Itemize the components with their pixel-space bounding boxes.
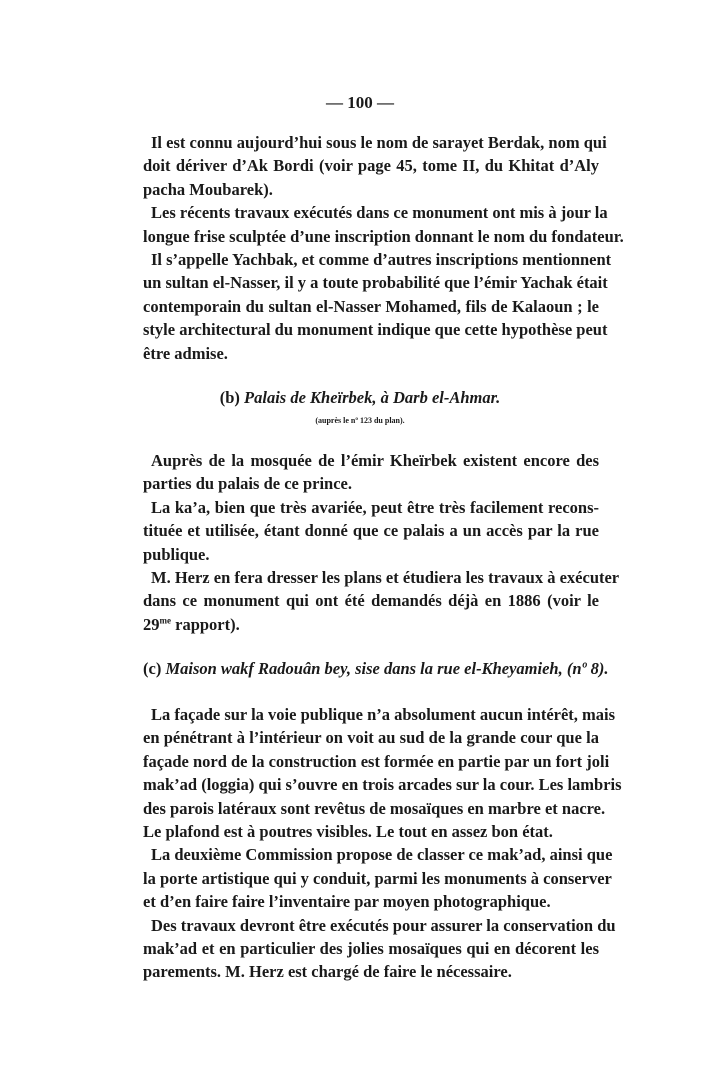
text-line: Il s’appelle Yachbak, et comme d’autres inscriptions mentionnent (151, 250, 612, 269)
text-line: longue frise sculptée d’une inscription donnant le nom du fondateur. (143, 226, 624, 246)
text-line: doit dériver d’Ak Bordi (voir page 45, tome II, du Khitat d’Aly (143, 156, 599, 176)
text-line: contemporain du sultan el-Nasser Mohamed, fils de Kalaoun ; le (143, 296, 599, 316)
text-line: dans ce monument qui ont été demandés déjà en 1886 (voir le (143, 591, 599, 611)
text-line: parties du palais de ce prince. (143, 474, 352, 494)
section-b-heading (0, 388, 720, 408)
section-c-label: (c) (143, 659, 162, 678)
section-b-subtitle: (auprès le nº 123 du plan). (315, 416, 405, 425)
text-line: Auprès de la mosquée de l’émir Kheïrbek existent encore des (151, 451, 599, 470)
text-line: La deuxième Commission propose de classer ce mak’ad, ainsi que (151, 845, 613, 865)
text-line: tituée et utilisée, étant donné que ce palais a un accès par la rue (143, 521, 599, 541)
text-line: La façade sur la voie publique n’a absolument aucun intérêt, mais (151, 705, 616, 724)
section-c-title: Maison wakf Radouân bey, sise dans la rue el-Kheyamieh, (165, 659, 563, 678)
text-line: Des travaux devront être exécutés pour assurer la conservation du (151, 915, 616, 935)
text-fragment: rapport). (171, 615, 240, 634)
text-line: être admise. (143, 343, 228, 363)
section-c-heading (143, 659, 608, 679)
text-line: façade nord de la construction est formée en partie par un fort joli (143, 751, 610, 771)
text-line: Le plafond est à poutres visibles. Le tout en assez bon état. (143, 822, 553, 841)
text-line: La ka’a, bien que très avariée, peut être très facilement recons- (151, 497, 599, 517)
section-b-label: (b) (219, 388, 240, 407)
text-line: M. Herz en fera dresser les plans et étudiera les travaux à exécuter (151, 568, 620, 587)
text-line: Les récents travaux exécutés dans ce monument ont mis à jour la (151, 203, 608, 223)
text-line: un sultan el-Nasser, il y a toute probabilité que l’émir Yachak était (143, 273, 608, 293)
section-c-ref: (nº 8). (566, 659, 609, 678)
text-line: des parois latéraux sont revêtus de mosaïques en marbre et nacre. (143, 798, 606, 818)
text-line: style architectural du monument indique que cette hypothèse peut (143, 320, 608, 340)
text-line: mak’ad (loggia) qui s’ouvre en trois arcades sur la cour. Les lambris (143, 775, 622, 795)
superscript: me (159, 615, 171, 626)
text-line: en pénétrant à l’intérieur on voit au sud de la grande cour que la (143, 728, 599, 748)
section-b-title: Palais de Kheïrbek, à Darb el-Ahmar. (244, 388, 501, 407)
text-line: publique. (143, 544, 210, 564)
text-line: parements. M. Herz est chargé de faire le nécessaire. (143, 962, 512, 982)
footnote-number: 29 (143, 615, 160, 634)
text-line: mak’ad et en particulier des jolies mosaïques qui en décorent les (143, 939, 599, 958)
page-number: — 100 — (326, 93, 394, 112)
text-line: et d’en faire faire l’inventaire par moyen photographique. (143, 892, 551, 912)
text-line: Il est connu aujourd’hui sous le nom de sarayet Berdak, nom qui (151, 133, 607, 152)
text-line: la porte artistique qui y conduit, parmi les monuments à conserver (143, 868, 612, 888)
text-line (143, 614, 599, 636)
text-line: pacha Moubarek). (143, 179, 273, 199)
